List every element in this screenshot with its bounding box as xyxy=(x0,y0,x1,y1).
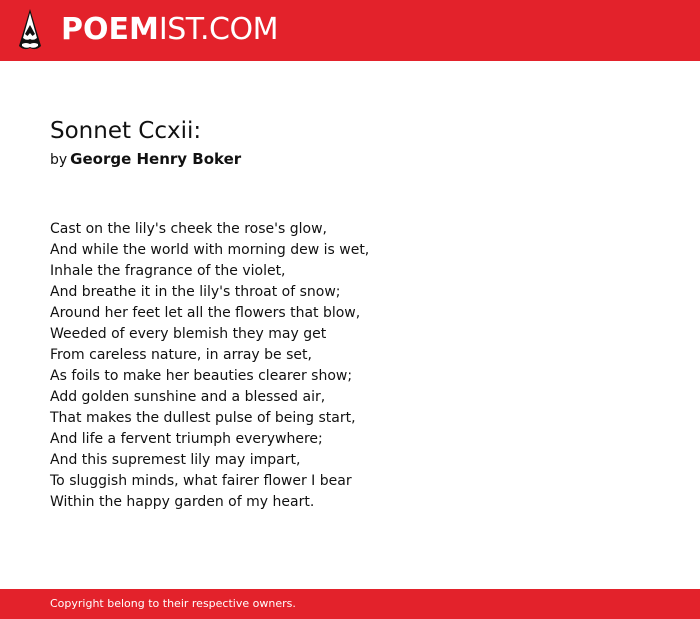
brand-bold-text: POEM xyxy=(61,12,159,47)
poem-line: And while the world with morning dew is wet, xyxy=(50,242,370,258)
poem-line: And life a fervent triumph everywhere; xyxy=(50,431,323,447)
site-footer xyxy=(0,589,700,619)
poem-line: Within the happy garden of my heart. xyxy=(50,494,315,510)
site-logo-text[interactable] xyxy=(61,12,278,48)
brand-light-text: IST.COM xyxy=(158,12,278,47)
poem-line: From careless nature, in array be set, xyxy=(50,347,312,363)
poem-line: And breathe it in the lily's throat of snow; xyxy=(50,284,341,300)
copyright-notice: Copyright belong to their respective owners. xyxy=(50,597,296,610)
poem-line: As foils to make her beauties clearer show; xyxy=(50,368,353,384)
poem-line: And this supremest lily may impart, xyxy=(50,452,301,468)
pen-nib-icon[interactable] xyxy=(18,8,42,52)
poem-line: Inhale the fragrance of the violet, xyxy=(50,263,286,279)
poem-byline xyxy=(50,149,241,170)
by-prefix: by xyxy=(50,152,68,168)
poem-line: Cast on the lily's cheek the rose's glow, xyxy=(50,221,327,237)
poem-line: To sluggish minds, what fairer flower I bear xyxy=(50,473,352,489)
poem-title: Sonnet Ccxii: xyxy=(50,118,202,144)
poem-line: Add golden sunshine and a blessed air, xyxy=(50,389,326,405)
poem-line: Around her feet let all the flowers that blow, xyxy=(50,305,361,321)
poem-line: That makes the dullest pulse of being start, xyxy=(50,410,356,426)
poem-body xyxy=(50,219,650,513)
poem-author: George Henry Boker xyxy=(70,150,242,168)
site-header xyxy=(0,0,700,61)
poem-line: Weeded of every blemish they may get xyxy=(50,326,327,342)
